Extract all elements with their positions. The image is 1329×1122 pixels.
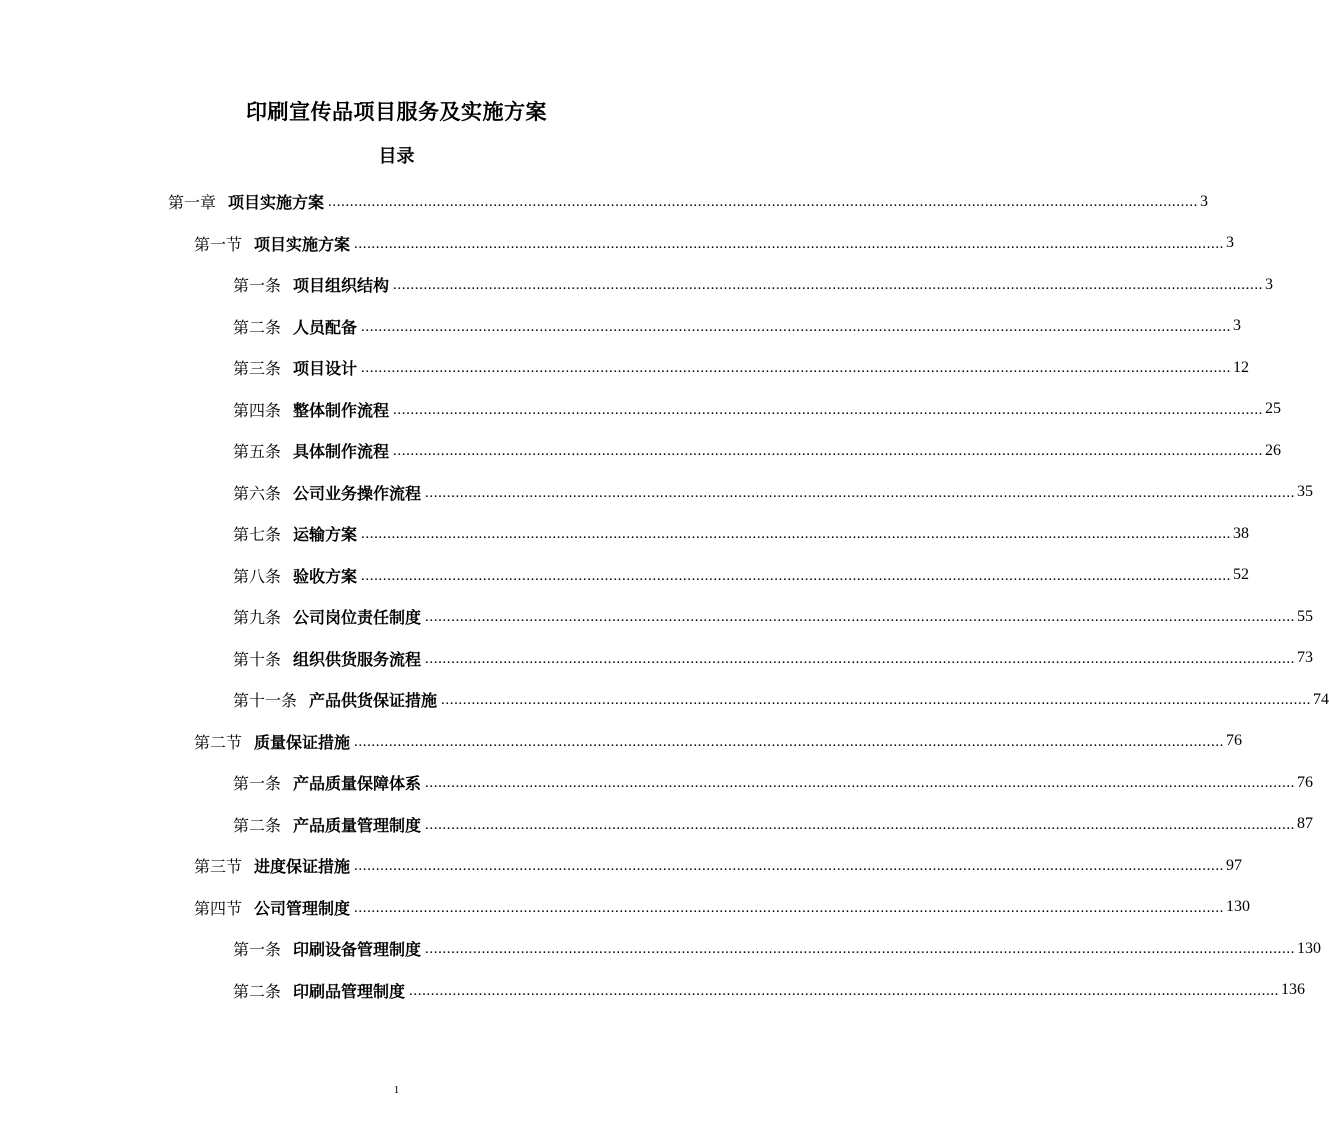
toc-entry-label: 第一章	[168, 193, 217, 213]
toc-entry-label: 第二条	[233, 815, 282, 835]
toc-entry-title: 项目组织结构	[293, 276, 390, 296]
toc-entry-title: 公司业务操作流程	[293, 483, 422, 503]
toc-dot-leader: ........................................................................................................................................................................................................	[354, 733, 1225, 750]
toc-entry-page: 97	[1226, 856, 1243, 874]
toc-entry[interactable]	[0, 638, 1314, 680]
toc-entry-page: 3	[1226, 234, 1235, 252]
toc-entry-page: 136	[1281, 981, 1306, 999]
toc-dot-leader: ........................................................................................................................................................................................................	[354, 858, 1225, 875]
toc-dot-leader: ........................................................................................................................................................................................................	[425, 650, 1296, 667]
toc-entry[interactable]	[0, 596, 1314, 638]
toc-dot-leader: ........................................................................................................................................................................................................	[361, 526, 1232, 543]
toc-entry-label: 第三节	[194, 857, 243, 877]
toc-dot-leader: ........................................................................................................................................................................................................	[425, 484, 1296, 501]
toc-entry-page: 130	[1297, 939, 1322, 957]
toc-entry[interactable]	[0, 721, 1243, 763]
toc-dot-leader: ........................................................................................................................................................................................................	[425, 816, 1296, 833]
toc-entry-title: 项目实施方案	[228, 193, 325, 213]
toc-entry-label: 第二条	[233, 981, 282, 1001]
toc-entry-title: 验收方案	[293, 566, 358, 586]
toc-entry-label: 第一条	[233, 774, 282, 794]
toc-entry[interactable]	[0, 430, 1282, 472]
toc-entry-page: 38	[1233, 524, 1250, 542]
toc-dot-leader: ........................................................................................................................................................................................................	[425, 775, 1296, 792]
toc-entry-label: 第三条	[233, 359, 282, 379]
toc-entry-label: 第二节	[194, 732, 243, 752]
toc-entry-title: 产品供货保证措施	[309, 691, 438, 711]
toc-entry[interactable]	[0, 181, 1209, 223]
toc-entry[interactable]	[0, 679, 1329, 721]
toc-entry[interactable]	[0, 223, 1235, 265]
page-number: 1	[393, 1084, 400, 1096]
toc-entry-page: 130	[1226, 898, 1251, 916]
toc-entry[interactable]	[0, 347, 1250, 389]
toc-entry-page: 3	[1233, 317, 1242, 335]
toc-entry-page: 73	[1297, 649, 1314, 667]
toc-entry-title: 产品质量保障体系	[293, 774, 422, 794]
toc-entry-title: 质量保证措施	[254, 732, 351, 752]
toc-entry-title: 运输方案	[293, 525, 358, 545]
toc-entry-title: 整体制作流程	[293, 400, 390, 420]
toc-entry-page: 3	[1200, 192, 1209, 210]
toc-dot-leader: ........................................................................................................................................................................................................	[361, 360, 1232, 377]
toc-dot-leader: ........................................................................................................................................................................................................	[441, 692, 1312, 709]
toc-entry[interactable]	[0, 513, 1250, 555]
toc-entry-page: 74	[1313, 690, 1329, 708]
toc-dot-leader: ........................................................................................................................................................................................................	[393, 443, 1264, 460]
toc-entry-page: 76	[1226, 732, 1243, 750]
toc-entry-label: 第十一条	[233, 691, 298, 711]
toc-dot-leader: ........................................................................................................................................................................................................	[354, 899, 1225, 916]
toc-entry[interactable]	[0, 389, 1282, 431]
toc-dot-leader: ........................................................................................................................................................................................................	[393, 277, 1264, 294]
toc-entry-title: 项目实施方案	[254, 234, 351, 254]
toc-entry-label: 第四节	[194, 898, 243, 918]
toc-entry-page: 87	[1297, 815, 1314, 833]
toc-entry-label: 第七条	[233, 525, 282, 545]
toc-entry-title: 组织供货服务流程	[293, 649, 422, 669]
toc-entry[interactable]	[0, 306, 1242, 348]
toc-dot-leader: ........................................................................................................................................................................................................	[393, 401, 1264, 418]
toc-dot-leader: ........................................................................................................................................................................................................	[409, 982, 1280, 999]
toc-entry-title: 进度保证措施	[254, 857, 351, 877]
toc-entry[interactable]	[0, 928, 1322, 970]
toc-entry-label: 第九条	[233, 608, 282, 628]
toc-entry-label: 第六条	[233, 483, 282, 503]
toc-entry-label: 第一条	[233, 276, 282, 296]
toc-entry-page: 76	[1297, 773, 1314, 791]
toc-entry-label: 第四条	[233, 400, 282, 420]
toc-entry-label: 第一条	[233, 940, 282, 960]
toc-entry-page: 26	[1265, 441, 1282, 459]
toc-entry-title: 产品质量管理制度	[293, 815, 422, 835]
toc-entry[interactable]	[0, 472, 1314, 514]
document-title: 印刷宣传品项目服务及实施方案	[246, 100, 547, 124]
toc-entry-title: 项目设计	[293, 359, 358, 379]
toc-entry-title: 具体制作流程	[293, 442, 390, 462]
toc-dot-leader: ........................................................................................................................................................................................................	[425, 941, 1296, 958]
toc-entry-page: 25	[1265, 400, 1282, 418]
toc-entry[interactable]	[0, 555, 1250, 597]
toc-entry-title: 公司岗位责任制度	[293, 608, 422, 628]
toc-entry-label: 第一节	[194, 234, 243, 254]
toc-entry-label: 第十条	[233, 649, 282, 669]
table-of-contents	[0, 181, 1329, 1011]
toc-dot-leader: ........................................................................................................................................................................................................	[425, 609, 1296, 626]
toc-entry[interactable]	[0, 264, 1274, 306]
toc-entry-title: 印刷品管理制度	[293, 981, 406, 1001]
toc-entry-page: 12	[1233, 358, 1250, 376]
toc-dot-leader: ........................................................................................................................................................................................................	[328, 194, 1199, 211]
toc-entry-title: 印刷设备管理制度	[293, 940, 422, 960]
toc-entry-title: 公司管理制度	[254, 898, 351, 918]
toc-entry-title: 人员配备	[293, 317, 358, 337]
toc-entry-page: 52	[1233, 566, 1250, 584]
toc-entry[interactable]	[0, 887, 1251, 929]
toc-entry-page: 3	[1265, 275, 1274, 293]
toc-heading: 目录	[378, 146, 415, 167]
toc-entry[interactable]	[0, 804, 1314, 846]
toc-entry-label: 第二条	[233, 317, 282, 337]
toc-entry-page: 55	[1297, 607, 1314, 625]
toc-entry[interactable]	[0, 762, 1314, 804]
toc-dot-leader: ........................................................................................................................................................................................................	[361, 318, 1232, 335]
toc-dot-leader: ........................................................................................................................................................................................................	[361, 567, 1232, 584]
toc-entry[interactable]	[0, 845, 1243, 887]
toc-entry[interactable]	[0, 970, 1306, 1012]
toc-dot-leader: ........................................................................................................................................................................................................	[354, 235, 1225, 252]
toc-entry-label: 第八条	[233, 566, 282, 586]
toc-entry-page: 35	[1297, 483, 1314, 501]
toc-entry-label: 第五条	[233, 442, 282, 462]
